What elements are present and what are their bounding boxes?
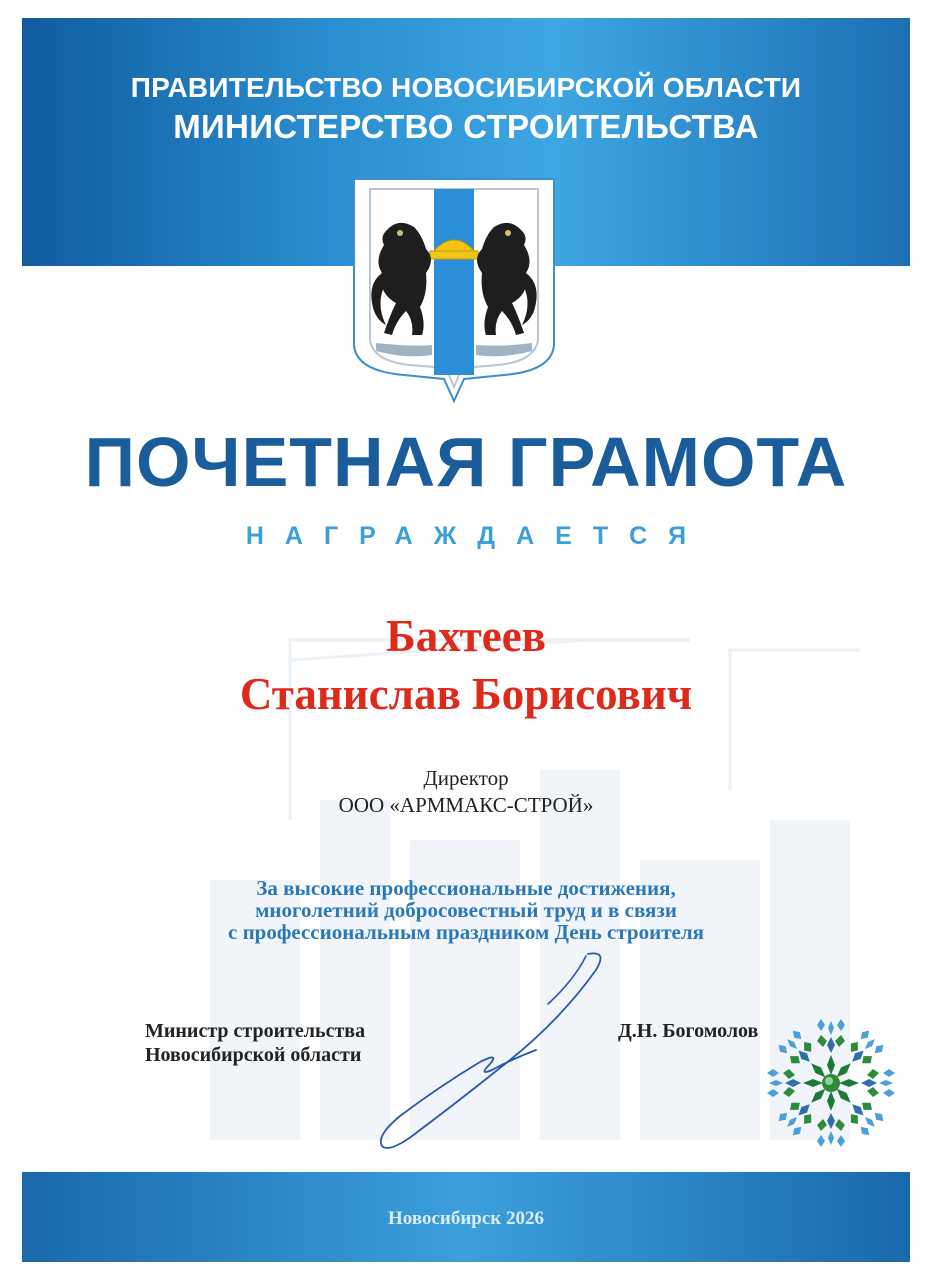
government-title: ПРАВИТЕЛЬСТВО НОВОСИБИРСКОЙ ОБЛАСТИ [130,72,802,103]
handwritten-signature [360,940,620,1170]
recipient-given-names: Станислав Борисович [239,669,693,719]
signatory-role-line-1: Министр строительства [145,1020,366,1042]
place-and-year: Новосибирск 2026 [388,1208,544,1229]
signatory-name: Д.Н. Богомолов [618,1020,759,1042]
novosibirsk-coat-of-arms-icon [352,175,556,403]
snowflake-emblem-icon [760,1012,902,1154]
signatory-role-line-2: Новосибирской области [145,1044,362,1066]
certificate-title: ПОЧЕТНАЯ ГРАМОТА [84,423,848,501]
recipient-surname: Бахтеев [386,611,546,661]
reason-line-1: За высокие профессиональные достижения, [256,876,676,900]
recipient-position: Директор [423,766,509,790]
ministry-title: МИНИСТЕРСТВО СТРОИТЕЛЬСТВА [173,108,759,145]
reason-line-2: многолетний добросовестный труд и в связи [255,898,677,922]
recipient-organization: ООО «АРММАКС-СТРОЙ» [338,793,594,817]
reason-line-3: с профессиональным праздником День строителя [228,920,704,944]
awarded-label: НАГРАЖДАЕТСЯ [245,522,708,550]
